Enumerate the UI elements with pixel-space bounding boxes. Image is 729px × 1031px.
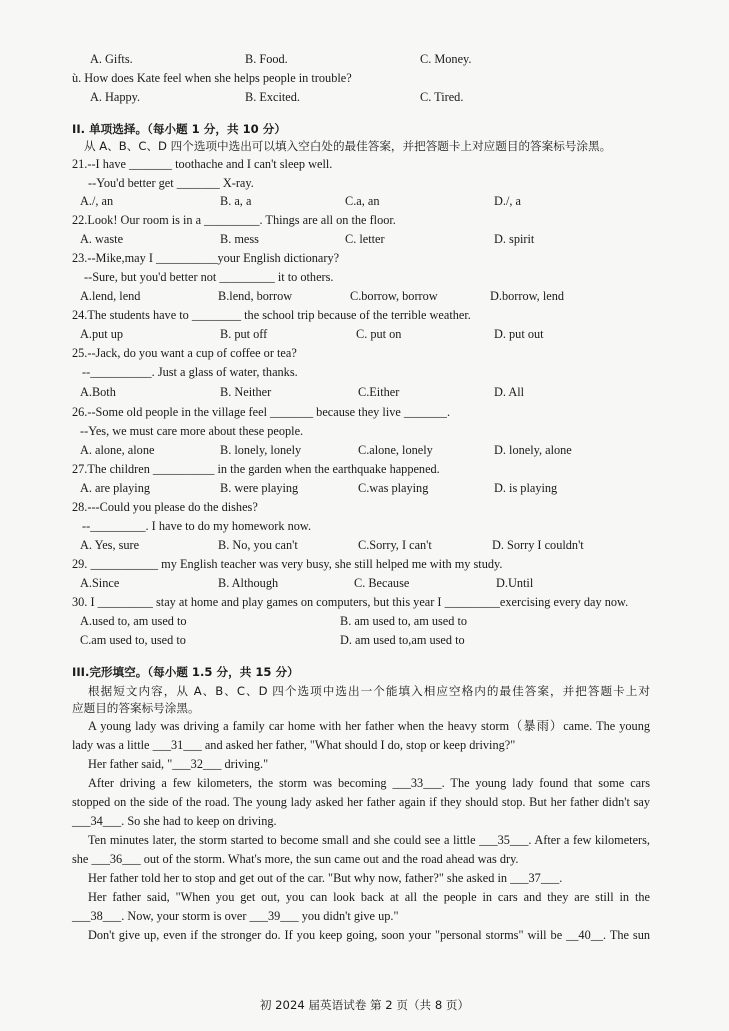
q25-option-a: A.Both [80,385,116,399]
q22-option-c: C. letter [345,232,385,246]
q25-option-d: D. All [494,385,525,399]
passage-line-3: Her father said, "___32___ driving." [88,757,269,771]
q29-option-c: C. Because [354,576,410,590]
page-footer: 初 2024 届英语试卷 第 2 页（共 8 页） [259,998,470,1012]
passage-line-10: Her father said, "When you get out, you can look back at all the people in cars and they are still in the [88,890,650,904]
q29-option-b: B. Although [218,576,279,590]
q30-option-b: B. am used to, am used to [340,614,468,628]
passage-line-7: Ten minutes later, the storm started to become small and she could see a little ___35___. After a few kilometers, [88,833,650,847]
q30-option-d: D. am used to,am used to [340,633,465,647]
q30-line-1: 30. I _________ stay at home and play games on computers, but this year I _________exercising every day now. [72,595,629,609]
q27-line-1: 27.The children __________ in the garden when the earthquake happened. [72,462,440,476]
q30-option-c: C.am used to, used to [80,633,186,647]
q25-line-2: --__________. Just a glass of water, thanks. [82,365,298,379]
q23-option-c: C.borrow, borrow [350,289,438,303]
q29-option-a: A.Since [80,576,120,590]
q21-option-d: D./, a [494,194,521,208]
q24-option-a: A.put up [80,327,124,341]
q21-line-1: 21.--I have _______ toothache and I can't sleep well. [72,157,333,171]
q22-option-d: D. spirit [494,232,535,246]
q28-option-b: B. No, you can't [218,538,298,552]
q21-option-b: B. a, a [220,194,252,208]
q23-option-a: A.lend, lend [80,289,141,303]
passage-line-6: ___34___. So she had to keep on driving. [72,814,277,828]
section-3-title: III.完形填空。（每小题 1.5 分，共 15 分） [72,665,299,679]
q28-line-1: 28.---Could you please do the dishes? [72,500,258,514]
q24-line-1: 24.The students have to ________ the school trip because of the terrible weather. [72,308,471,322]
passage-line-11: ___38___. Now, your storm is over ___39___ you didn't give up." [72,909,399,923]
q23-option-d: D.borrow, lend [490,289,564,303]
q25-line-1: 25.--Jack, do you want a cup of coffee or tea? [72,346,297,360]
q25-option-b: B. Neither [220,385,272,399]
passage-line-5: stopped on the side of the road. The young lady asked her father again if they should stop. But her father didn't say [72,795,650,809]
q29-line-1: 29. ___________ my English teacher was very busy, she still helped me with my study. [72,557,503,571]
q20-option-c: C. Tired. [420,90,464,104]
passage-line-2: lady was a little ___31___ and asked her father, "What should I do, stop or keep driving?" [72,738,516,752]
section-2-instruction: 从 A、B、C、D 四个选项中选出可以填入空白处的最佳答案，并把答题卡上对应题目的答案标号涂黑。 [84,139,612,153]
q22-option-a: A. waste [80,232,124,246]
q30-option-a: A.used to, am used to [80,614,187,628]
q21-option-c: C.a, an [345,194,380,208]
q27-option-a: A. are playing [80,481,150,495]
q28-line-2: --_________. I have to do my homework now. [82,519,312,533]
section-2-title: II. 单项选择。（每小题 1 分，共 10 分） [72,122,286,136]
q19-option-b: B. Food. [245,52,288,66]
q27-option-c: C.was playing [358,481,429,495]
q28-option-d: D. Sorry I couldn't [492,538,584,552]
q26-line-1: 26.--Some old people in the village feel _______ because they live _______. [72,405,451,419]
q20-option-b: B. Excited. [245,90,300,104]
q21-line-2: --You'd better get _______ X-ray. [88,176,254,190]
passage-line-4: After driving a few kilometers, the storm was becoming ___33___. The young lady found that some cars [88,776,650,790]
passage-line-8: she ___36___ out of the storm. What's more, the sun came out and the road ahead was dry. [72,852,519,866]
q26-option-a: A. alone, alone [80,443,155,457]
q24-option-d: D. put out [494,327,544,341]
q29-option-d: D.Until [496,576,534,590]
q26-line-2: --Yes, we must care more about these people. [80,424,304,438]
q27-option-d: D. is playing [494,481,558,495]
q24-option-c: C. put on [356,327,402,341]
section-3-instruction-1: 根据短文内容，从 A、B、C、D 四个选项中选出一个能填入相应空格内的最佳答案，并把答题卡上对 [88,684,650,698]
q26-option-d: D. lonely, alone [494,443,572,457]
q27-option-b: B. were playing [220,481,299,495]
q25-option-c: C.Either [358,385,400,399]
section-3-instruction-2: 应题目的答案标号涂黑。 [72,701,200,715]
q26-option-c: C.alone, lonely [358,443,433,457]
q23-line-2: --Sure, but you'd better not _________ it to others. [84,270,334,284]
passage-line-12: Don't give up, even if the stronger do. If you keep going, soon your "personal storms" will be __40__. The sun [88,928,650,942]
q28-option-c: C.Sorry, I can't [358,538,432,552]
passage-line-9: Her father told her to stop and get out of the car. "But why now, father?" she asked in ___37___. [88,871,563,885]
q22-option-b: B. mess [220,232,259,246]
q24-option-b: B. put off [220,327,268,341]
q23-option-b: B.lend, borrow [218,289,293,303]
q22-line-1: 22.Look! Our room is in a _________. Things are all on the floor. [72,213,396,227]
q19-option-a: A. Gifts. [90,52,133,66]
q20-option-a: A. Happy. [90,90,141,104]
q23-line-1: 23.--Mike,may I __________your English dictionary? [72,251,340,265]
q20-stem: ù. How does Kate feel when she helps people in trouble? [72,71,352,85]
q19-option-c: C. Money. [420,52,472,66]
q21-option-a: A./, an [80,194,114,208]
q28-option-a: A. Yes, sure [80,538,140,552]
passage-line-1: A young lady was driving a family car home with her father when the heavy storm（暴雨）came. The young [88,719,650,733]
q26-option-b: B. lonely, lonely [220,443,302,457]
